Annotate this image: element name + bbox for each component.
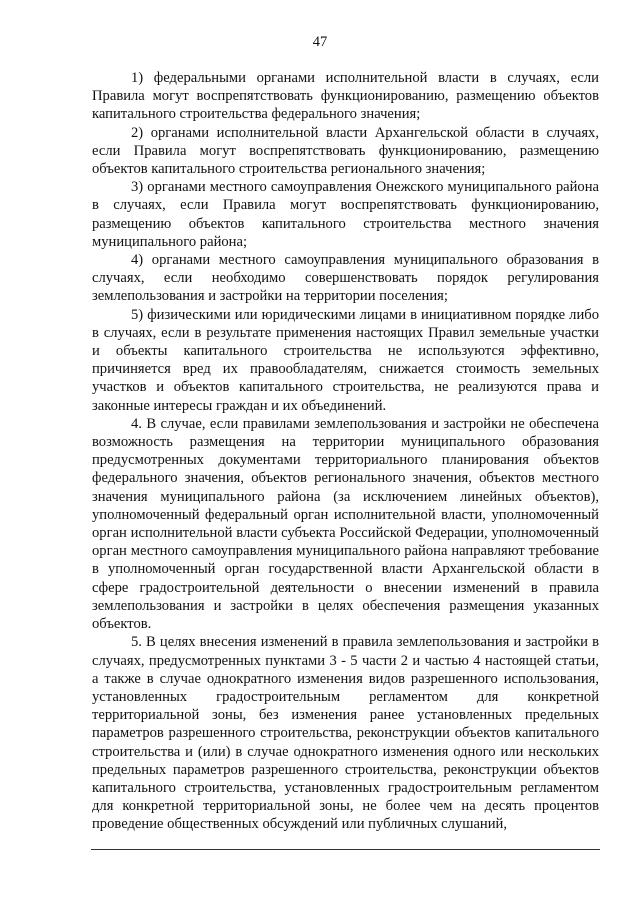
paragraph-5-individuals-legal-entities: 5) физическими или юридическими лицами в инициативном порядке либо в случаях, если в результате применения настоящих Правил земельные участки и объекты капитального строительства не используются эффективно, причиняется вред их правообладателям, снижается стоимость земельных участков и объектов капитального строительства, не реализуются права и законные интересы граждан и их объединений.: [92, 306, 599, 414]
clause-4-placement-requirement: 4. В случае, если правилами землепользования и застройки не обеспечена возможность размещения на территории муниципального образования предусмотренных документами территориального планирования объектов федерального значения, объектов регионального значения, объектов местного значения муниципального района (за исключением линейных объектов), уполномоченный федеральный орган исполнительной власти, уполномоченный орган исполнительной власти субъекта Российской Федерации, уполномоченный орган местного самоуправления муниципального района направляют требование в уполномоченный орган государственной власти Архангельской области в сфере градостроительной деятельности о внесении изменений в правила землепользования и застройки в целях обеспечения размещения указанных объектов.: [92, 415, 599, 633]
paragraph-4-local-municipality: 4) органами местного самоуправления муниципального образования в случаях, если необходимо совершенствовать порядок регулирования землепользования и застройки на территории поселения;: [92, 252, 599, 305]
clause-5-public-hearings: 5. В целях внесения изменений в правила землепользования и застройки в случаях, предусмотренных пунктами 3 - 5 части 2 и частью 4 настоящей статьи, а также в случае однократного изменения видов разрешенного использования, установленных градостроительным регламентом для конкретной территориальной зоны, без изменения ранее установленных предельных параметров разрешенного строительства, реконструкции объектов капитального строительства и (или) в случае однократного изменения одного или нескольких предельных параметров разрешенного строительства, реконструкции объектов капитального строительства, установленных градостроительным регламентом для конкретной территориальной зоны, не более чем на десять процентов проведение общественных обсуждений или публичных слушаний,: [92, 634, 599, 833]
paragraph-2-regional-bodies: 2) органами исполнительной власти Архангельской области в случаях, если Правила могут воспрепятствовать функционированию, размещению объектов капитального строительства регионального значения;: [92, 124, 599, 178]
document-body: [92, 69, 599, 834]
page-number: 47: [312, 34, 328, 50]
footer-divider: [91, 849, 600, 850]
paragraph-1-federal-bodies: 1) федеральными органами исполнительной власти в случаях, если Правила могут воспрепятствовать функционированию, размещению объектов капитального строительства федерального значения;: [92, 70, 599, 123]
paragraph-3-local-district: 3) органами местного самоуправления Онежского муниципального района в случаях, если Правила могут воспрепятствовать функционированию, размещению объектов капитального строительства местного значения муниципального района;: [92, 179, 599, 250]
